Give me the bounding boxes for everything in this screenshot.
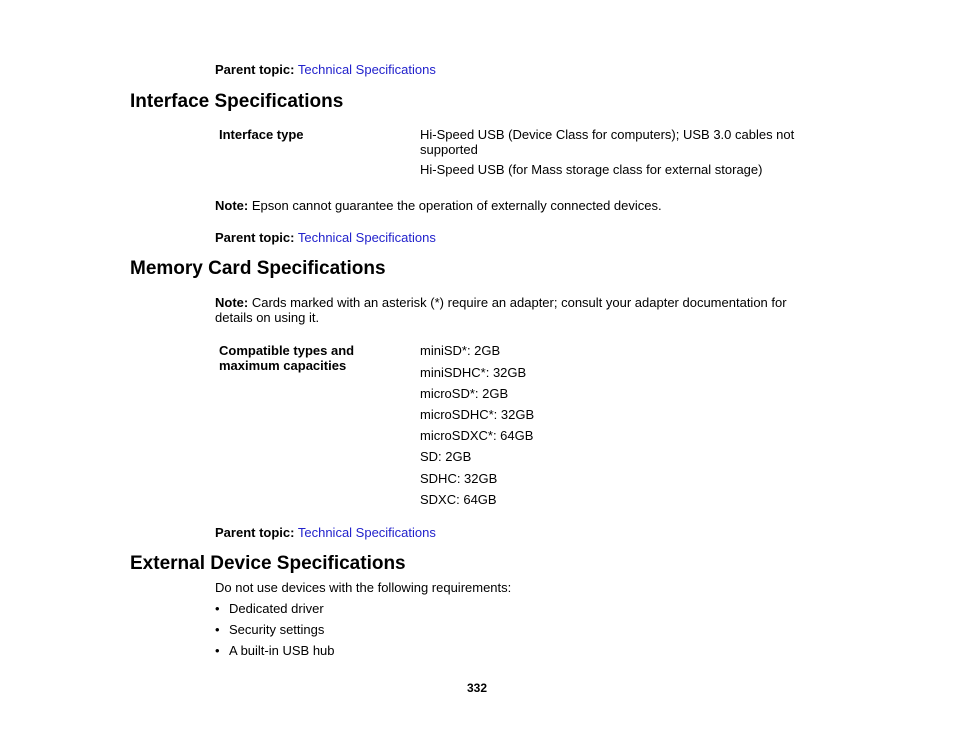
bullet-icon: • xyxy=(215,601,220,616)
note-text: Cards marked with an asterisk (*) require an adapter; consult your adapter documentation for details on using it. xyxy=(215,295,787,325)
memory-value: miniSDHC*: 32GB xyxy=(420,365,527,380)
interface-note xyxy=(215,198,662,213)
interface-value-2: Hi-Speed USB (for Mass storage class for external storage) xyxy=(420,162,763,177)
external-intro: Do not use devices with the following requirements: xyxy=(215,580,512,595)
memory-value: SDHC: 32GB xyxy=(420,471,498,486)
memory-note xyxy=(215,295,805,325)
list-item: Security settings xyxy=(229,622,325,637)
list-item: Dedicated driver xyxy=(229,601,324,616)
memory-value: microSDHC*: 32GB xyxy=(420,407,535,422)
parent-topic-label: Parent topic: xyxy=(215,230,295,245)
parent-topic-link[interactable]: Technical Specifications xyxy=(297,62,436,77)
parent-topic-link[interactable]: Technical Specifications xyxy=(297,525,436,540)
parent-topic xyxy=(215,230,436,245)
bullet-icon: • xyxy=(215,622,220,637)
memory-value: microSD*: 2GB xyxy=(420,386,509,401)
parent-topic-label: Parent topic: xyxy=(215,62,295,77)
parent-topic xyxy=(215,62,436,77)
parent-topic xyxy=(215,525,436,540)
memory-row-label-2: maximum capacities xyxy=(219,358,347,373)
memory-heading: Memory Card Specifications xyxy=(130,258,386,279)
note-text: Epson cannot guarantee the operation of externally connected devices. xyxy=(251,198,662,213)
parent-topic-label: Parent topic: xyxy=(215,525,295,540)
memory-value: SD: 2GB xyxy=(420,449,472,464)
bullet-icon: • xyxy=(215,643,220,658)
interface-type-label: Interface type xyxy=(219,127,304,142)
note-label: Note: xyxy=(215,295,249,310)
interface-value-1: Hi-Speed USB (Device Class for computers); USB 3.0 cables not supported xyxy=(420,127,795,157)
external-heading: External Device Specifications xyxy=(130,553,406,574)
memory-value: miniSD*: 2GB xyxy=(420,343,501,358)
memory-value: microSDXC*: 64GB xyxy=(420,428,534,443)
interface-heading: Interface Specifications xyxy=(130,91,344,112)
memory-row-label-1: Compatible types and xyxy=(219,343,355,358)
note-label: Note: xyxy=(215,198,249,213)
page-number: 332 xyxy=(466,681,488,695)
memory-value: SDXC: 64GB xyxy=(420,492,497,507)
parent-topic-link[interactable]: Technical Specifications xyxy=(297,230,436,245)
list-item: A built-in USB hub xyxy=(229,643,335,658)
